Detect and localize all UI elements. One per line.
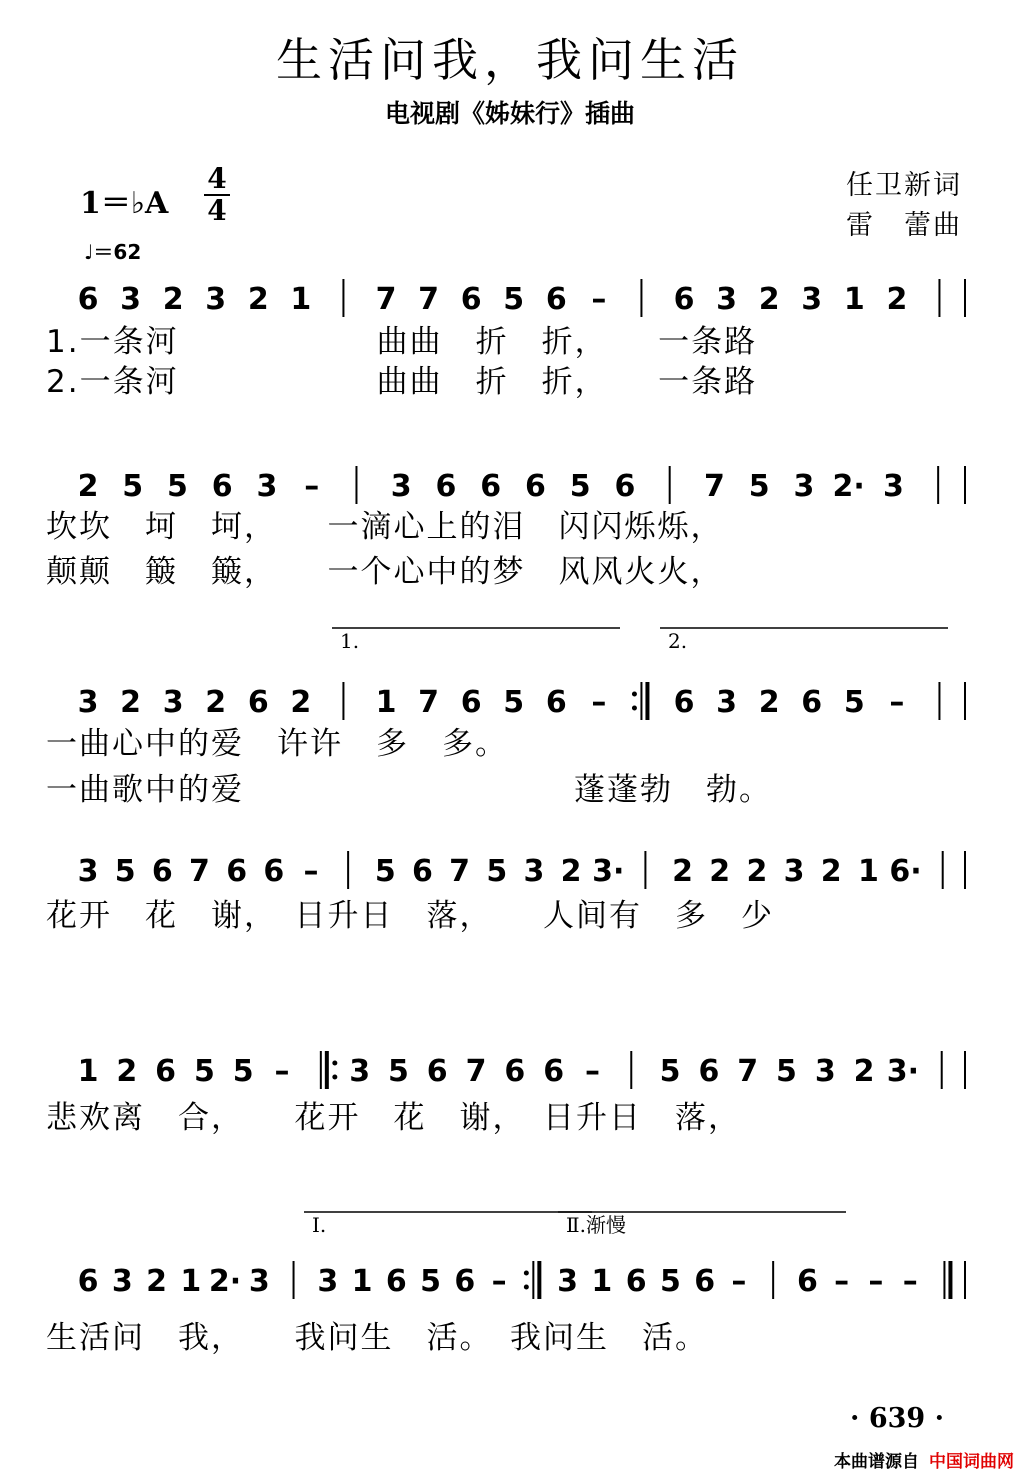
note: 6: [77, 282, 99, 317]
song-title: 生活问我，我问生活: [276, 33, 744, 87]
note: 2: [146, 1264, 167, 1299]
volta-label: Ⅰ.: [312, 1213, 327, 1237]
volta-label: 2.: [668, 629, 688, 653]
dash-note: –: [902, 1264, 918, 1299]
lyric-line: 花开 花 谢， 日升日 落， 人间有 多 少: [46, 898, 774, 934]
note: 2: [709, 854, 731, 889]
note: 1: [375, 685, 397, 720]
note: 6: [614, 469, 636, 504]
note: 3: [557, 1264, 579, 1299]
note: 6: [151, 854, 173, 889]
footer-source: 本曲谱源自: [834, 1452, 919, 1472]
note: 6: [801, 685, 823, 720]
note: 2·: [832, 469, 865, 504]
note: 2: [77, 469, 99, 504]
lyric-line: 1.一条河 曲曲 折 折， 一条路: [46, 324, 758, 360]
repeat-dot: [632, 692, 637, 697]
note: 5: [486, 854, 508, 889]
volta-label: Ⅱ.渐慢: [566, 1213, 626, 1237]
meter-bottom: 4: [207, 194, 227, 227]
meter-top: 4: [207, 162, 227, 195]
note: 5: [232, 1054, 254, 1089]
note: 2: [116, 1054, 138, 1089]
note: 6: [460, 685, 482, 720]
note: 3: [120, 282, 142, 317]
note: 3: [882, 469, 904, 504]
note: 2: [746, 854, 768, 889]
note: 3: [716, 685, 738, 720]
note: 5: [659, 1054, 681, 1089]
note: 3: [801, 282, 823, 317]
note: 3: [111, 1264, 133, 1299]
lyricist-credit: 任卫新词: [846, 170, 962, 201]
note: 5: [748, 469, 770, 504]
note: 5: [843, 685, 865, 720]
lyric-line: 2.一条河 曲曲 折 折， 一条路: [46, 364, 758, 400]
dash-note: –: [303, 854, 319, 889]
dash-note: –: [868, 1264, 884, 1299]
note: 3·: [886, 1054, 920, 1089]
note: 5: [420, 1264, 442, 1299]
dash-note: –: [591, 282, 607, 317]
dash-note: –: [304, 469, 320, 504]
repeat-dot: [332, 1061, 337, 1066]
note: 7: [737, 1054, 759, 1089]
note: 1: [290, 282, 312, 317]
note: 7: [465, 1054, 487, 1089]
note: 6: [226, 854, 248, 889]
dash-note: –: [731, 1264, 747, 1299]
note: 2: [247, 282, 269, 317]
lyric-line: 一曲歌中的爱 蓬蓬勃 勃。: [46, 772, 772, 808]
note: 6: [155, 1054, 177, 1089]
note: 6: [263, 854, 285, 889]
note: 2: [120, 685, 142, 720]
note: 7: [189, 854, 210, 889]
note: 2: [162, 282, 184, 317]
note: 3: [77, 854, 99, 889]
dash-note: –: [889, 685, 905, 720]
note: 7: [418, 282, 440, 317]
note: 2: [758, 282, 780, 317]
note: 3: [523, 854, 545, 889]
note: 6·: [889, 854, 922, 889]
note: 7: [703, 469, 725, 504]
note: 6: [545, 282, 567, 317]
dash-note: –: [491, 1264, 507, 1299]
note: 6: [545, 685, 567, 720]
note: 6: [673, 282, 695, 317]
footer-site: 中国词曲网: [929, 1452, 1014, 1472]
composer-credit: 雷 蕾曲: [846, 210, 962, 241]
note: 5: [374, 854, 396, 889]
lyric-line: 一曲心中的爱 许许 多 多。: [46, 726, 508, 762]
note: 3: [716, 282, 738, 317]
note: 5: [776, 1054, 797, 1089]
note: 5: [122, 469, 144, 504]
repeat-dot: [632, 706, 637, 711]
note: 2: [560, 854, 582, 889]
note: 3·: [592, 854, 625, 889]
lyric-line: 颠颠 簸 簸， 一个心中的梦 风风火火，: [46, 554, 724, 590]
lyric-line: 坎坎 坷 坷， 一滴心上的泪 闪闪烁烁，: [46, 509, 724, 545]
note: 2: [672, 854, 694, 889]
repeat-dot: [524, 1271, 529, 1276]
note: 6: [454, 1264, 476, 1299]
note: 6: [435, 469, 457, 504]
note: 3: [814, 1054, 836, 1089]
note: 6: [385, 1264, 407, 1299]
note: 3: [162, 685, 184, 720]
note: 3: [390, 469, 412, 504]
note: 3: [793, 469, 815, 504]
note: 7: [449, 854, 471, 889]
note: 2·: [208, 1264, 242, 1299]
lyric-line: 悲欢离 合， 花开 花 谢， 日升日 落，: [46, 1100, 741, 1136]
note: 5: [388, 1054, 409, 1089]
note: 1: [843, 282, 865, 317]
lyric-line: 生活问 我， 我问生 活。 我问生 活。: [46, 1320, 708, 1356]
note: 6: [480, 469, 502, 504]
note: 2: [290, 685, 312, 720]
dash-note: –: [274, 1054, 290, 1089]
volta-label: 1.: [340, 629, 360, 653]
note: 6: [211, 469, 233, 504]
note: 6: [247, 685, 269, 720]
note: 3: [248, 1264, 270, 1299]
note: 5: [193, 1054, 215, 1089]
footer-credit: [834, 1447, 1014, 1472]
note: 1: [857, 854, 879, 889]
note: 6: [504, 1054, 526, 1089]
note: 7: [418, 685, 440, 720]
note: 6: [525, 469, 546, 504]
note: 5: [503, 685, 525, 720]
repeat-dot: [524, 1285, 529, 1290]
note: 2: [853, 1054, 875, 1089]
note: 7: [375, 282, 397, 317]
note: 6: [543, 1054, 565, 1089]
note: 1: [351, 1264, 373, 1299]
note: 6: [625, 1264, 647, 1299]
note: 6: [698, 1054, 720, 1089]
page-number: · 639 ·: [850, 1403, 944, 1434]
note: 3: [349, 1054, 371, 1089]
dash-note: –: [834, 1264, 850, 1299]
song-subtitle: 电视剧《姊妹行》插曲: [384, 99, 635, 128]
note: 3: [205, 282, 227, 317]
note: 2: [886, 282, 908, 317]
note: 3: [783, 854, 805, 889]
note: 3: [317, 1264, 339, 1299]
note: 5: [114, 854, 136, 889]
dash-note: –: [584, 1054, 600, 1089]
note: 5: [659, 1264, 681, 1299]
note: 2: [758, 685, 780, 720]
note: 6: [460, 282, 482, 317]
note: 5: [569, 469, 591, 504]
note: 1: [591, 1264, 613, 1299]
note: 5: [167, 469, 188, 504]
dash-note: –: [591, 685, 607, 720]
note: 6: [673, 685, 695, 720]
note: 2: [205, 685, 227, 720]
repeat-dot: [332, 1075, 337, 1080]
note: 1: [77, 1054, 99, 1089]
note: 2: [820, 854, 842, 889]
note: 6: [412, 854, 433, 889]
note: 5: [503, 282, 525, 317]
note: 6: [796, 1264, 818, 1299]
note: 1: [180, 1264, 202, 1299]
note: 3: [77, 685, 99, 720]
note: 6: [694, 1264, 716, 1299]
note: 3: [256, 469, 278, 504]
note: 6: [77, 1264, 99, 1299]
tempo-marking: ♩＝62: [84, 240, 142, 264]
note: 6: [426, 1054, 448, 1089]
key-signature: 1＝♭A: [80, 186, 169, 221]
